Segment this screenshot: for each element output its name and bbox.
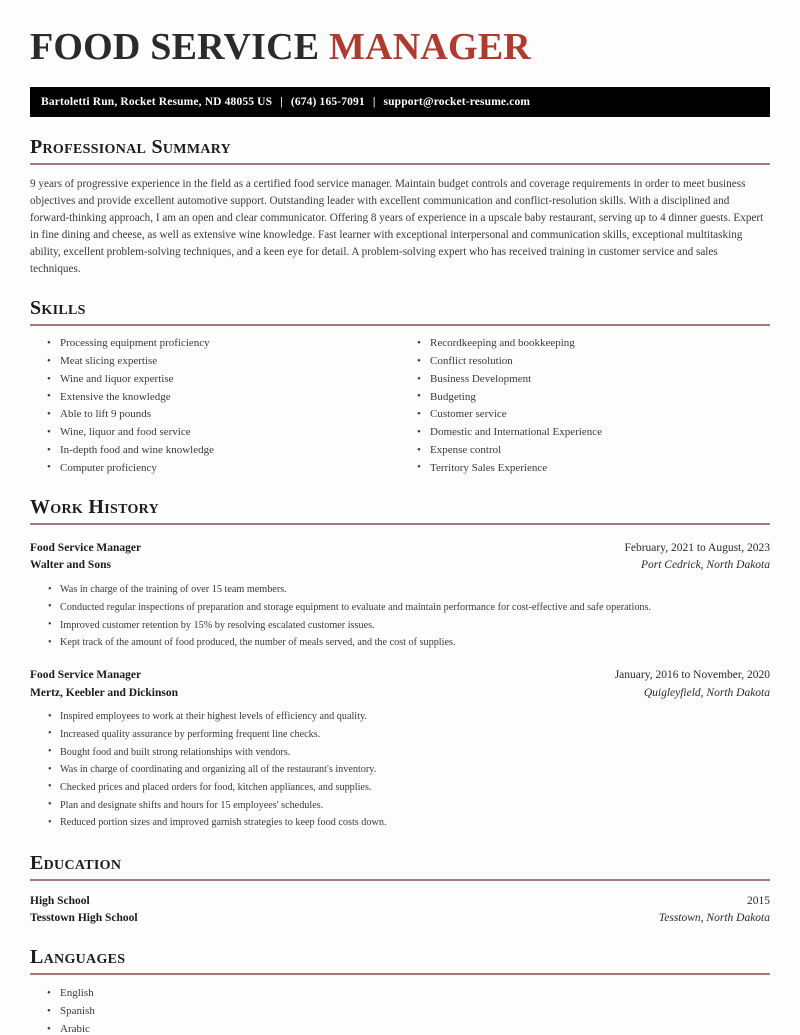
list-item: • Customer service [430, 406, 770, 424]
list-item: • Budgeting [430, 388, 770, 406]
list-item: • Able to lift 9 pounds [60, 406, 400, 424]
job-location: Port Cedrick, North Dakota [640, 559, 770, 572]
list-item: • English [60, 985, 770, 1003]
list-item: • Processing equipment proficiency [60, 335, 400, 353]
list-item: • Conflict resolution [430, 353, 770, 371]
section-heading-skills: Skills [30, 296, 86, 319]
education-degree-row [30, 893, 770, 910]
list-item: • Wine, liquor and food service [60, 424, 400, 442]
skills-list-left [30, 335, 400, 477]
section-skills [30, 297, 770, 477]
job-company: Mertz, Keebler and Dickinson [30, 686, 178, 699]
skills-column-left [30, 335, 400, 477]
section-divider [30, 163, 770, 165]
skills-columns [30, 335, 770, 477]
job-dates: January, 2016 to November, 2020 [614, 669, 770, 682]
languages-list [30, 985, 770, 1035]
list-item: • Computer proficiency [60, 459, 400, 477]
job-company-row [30, 685, 770, 702]
work-history-entry [30, 540, 770, 652]
job-title-row [30, 540, 770, 557]
list-item: • Extensive the knowledge [60, 388, 400, 406]
education-location: Tesstown, North Dakota [658, 911, 770, 924]
contact-bar [30, 87, 770, 117]
job-title: Food Service Manager [30, 669, 142, 682]
job-dates: February, 2021 to August, 2023 [624, 542, 770, 555]
skills-column-right [400, 335, 770, 477]
list-item: • Increased quality assurance by performing frequent line checks. [60, 726, 770, 744]
section-heading-education: Education [30, 851, 122, 874]
contact-separator-2: | [372, 95, 376, 108]
section-divider [30, 523, 770, 525]
list-item: • Reduced portion sizes and improved garnish strategies to keep food costs down. [60, 815, 770, 833]
job-bullet-list [30, 709, 770, 833]
list-item: • Bought food and built strong relationships with vendors. [60, 744, 770, 762]
page-title [30, 0, 770, 68]
list-item: • Territory Sales Experience [430, 459, 770, 477]
list-item: • Improved customer retention by 15% by resolving escalated customer issues. [60, 617, 770, 635]
list-item: • Arabic [60, 1021, 770, 1035]
skills-list-right [400, 335, 770, 477]
job-company: Walter and Sons [30, 559, 111, 572]
list-item: • Kept track of the amount of food produced, the number of meals served, and the cost of supplies. [60, 635, 770, 653]
contact-email[interactable]: support@rocket-resume.com [383, 95, 531, 108]
section-heading-summary: Professional Summary [30, 135, 232, 158]
job-title-row [30, 667, 770, 684]
list-item: • Business Development [430, 371, 770, 389]
education-school-row [30, 910, 770, 927]
job-title: Food Service Manager [30, 542, 142, 555]
section-divider [30, 324, 770, 326]
section-professional-summary [30, 136, 770, 278]
section-divider [30, 879, 770, 881]
section-divider [30, 973, 770, 975]
summary-text: 9 years of progressive experience in the field as a certified food service manager. Maintain budget controls and coverage requirements in order to meet business objectives and provide excellent automotive support. Outstanding leader with excellent communication and conflict-resolution skills. With a disciplined and forward-thinking approach, I am an open and clear communicator. Offering 8 years of experience in a upscale baby restaurant, serving up to 4 dinner guests. Expert in fine dining and cheese, as well as extensive wine knowledge. Fast learner with exceptional interpersonal and communication skills, exceptional multitasking ability, excellent problem-solving techniques, and a keen eye for detail. A problem-solving expert who has received training in customer service and sales techniques. [30, 177, 764, 275]
job-bullet-list [30, 582, 770, 653]
education-entry [30, 893, 770, 928]
list-item: • Domestic and International Experience [430, 424, 770, 442]
list-item: • Plan and designate shifts and hours for 15 employees' schedules. [60, 797, 770, 815]
list-item: • Checked prices and placed orders for food, kitchen appliances, and supplies. [60, 779, 770, 797]
education-school: Tesstown High School [30, 911, 138, 924]
job-location: Quigleyfield, North Dakota [643, 686, 770, 699]
section-work-history [30, 496, 770, 832]
title-accent-part: MANAGER [328, 26, 531, 68]
list-item: • Was in charge of coordinating and organizing all of the restaurant's inventory. [60, 762, 770, 780]
section-heading-languages: Languages [30, 946, 126, 968]
education-year: 2015 [747, 894, 770, 907]
list-item: • Was in charge of the training of over 15 team members. [60, 582, 770, 600]
contact-separator-1: | [280, 95, 283, 108]
section-languages [30, 946, 770, 1035]
contact-address: Bartoletti Run, Rocket Resume, ND 48055 US [41, 95, 273, 108]
title-first-part: FOOD SERVICE [30, 26, 320, 68]
section-education [30, 852, 770, 928]
list-item: • Conducted regular inspections of preparation and storage equipment to evaluate and maintain performance for cost-effective and safe operations. [60, 599, 770, 617]
list-item: • Expense control [430, 442, 770, 460]
contact-phone: (674) 165-7091 [290, 95, 365, 108]
list-item: • Recordkeeping and bookkeeping [430, 335, 770, 353]
list-item: • Wine and liquor expertise [60, 371, 400, 389]
job-company-row [30, 557, 770, 574]
list-item: • Spanish [60, 1003, 770, 1021]
list-item: • In-depth food and wine knowledge [60, 442, 400, 460]
section-heading-work-history: Work History [30, 496, 159, 519]
list-item: • Inspired employees to work at their highest levels of efficiency and quality. [60, 709, 770, 727]
work-history-entry [30, 667, 770, 832]
list-item: • Meat slicing expertise [60, 353, 400, 371]
education-degree: High School [30, 894, 90, 907]
